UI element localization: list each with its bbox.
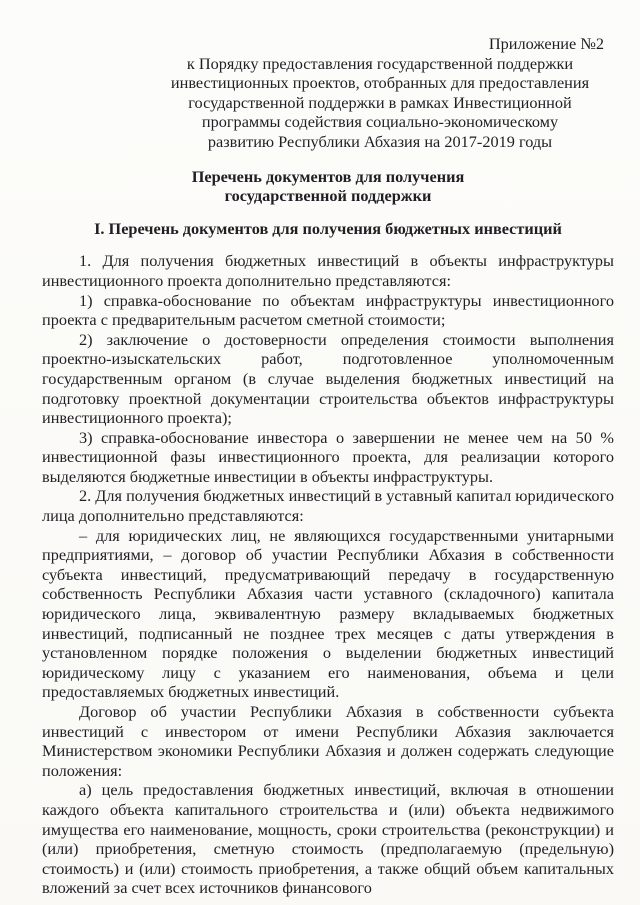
document-paragraph: 1. Для получения бюджетных инвестиций в объекты инфраструктуры инвестиционного проекта дополнительно представляются: [42,251,614,290]
document-paragraph: 2) заключение о достоверности определения стоимости выполнения проектно-изыскательских работ, подготовленное уполномоченным государственным органом (в случае выделения бюджетных инвестиций на подготовку проектной документации строительства объектов инфраструктуры инвестиционного проекта); [42,329,614,428]
document-paragraph: Договор об участии Республики Абхазия в собственности субъекта инвестиций с инвестором от имени Республики Абхазия заключается Министерством экономики Республики Абхазия и должен содержать следующие положения: [42,702,614,780]
document-paragraph: – для юридических лиц, не являющихся государственными унитарными предприятиями, – договор об участии Республики Абхазия в собственности субъекта инвестиций, предусматривающий передачу в государственную собственность Республики Абхазия части уставного (складочного) капитала юридического лица, эквивалентную размеру вкладываемых бюджетных инвестиций, подписанный не позднее трех месяцев с даты утверждения в установленном порядке положения о выделении бюджетных инвестиций юридическому лицу с указанием его наименования, объема и цели предоставляемых бюджетных инвестиций. [42,525,614,702]
document-paragraph: 2. Для получения бюджетных инвестиций в уставный капитал юридического лица дополнительно представляются: [42,486,614,526]
document-title [42,167,614,206]
appendix-reference-line: инвестиционных проектов, отобранных для предоставления [170,73,590,93]
document-paragraph: 1) справка-обоснование по объектам инфраструктуры инвестиционного проекта с предварительным расчетом сметной стоимости; [42,290,614,330]
appendix-reference-line: развитию Республики Абхазия на 2017-2019 годы [207,131,553,151]
section-heading: I. Перечень документов для получения бюджетных инвестиций [94,218,562,238]
appendix-number: Приложение №2 [488,34,604,53]
appendix-reference-line: к Порядку предоставления государственной поддержки [186,53,574,73]
document-paragraph: а) цель предоставления бюджетных инвестиций, включая в отношении каждого объекта капитального строительства и (или) объекта недвижимого имущества его наименование, мощность, сроки строительства (реконструкции) и (или) приобретения, сметную стоимость (предполагаемую (предельную) стоимость) и (или) стоимость приобретения, а также общий объем капитальных вложений за счет всех источников финансового [42,780,614,898]
appendix-reference-line: программы содействия социально-экономическому [201,112,559,132]
document-title-line: государственной поддержки [224,186,432,206]
document-paragraph: 3) справка-обоснование инвестора о завершении не менее чем на 50 % инвестиционной фазы инвестиционного проекта, для реализации которого выделяются бюджетные инвестиции в объекты инфраструктуры. [42,427,614,486]
appendix-reference-line: государственной поддержки в рамках Инвестиционной [188,92,572,112]
document-title-line: Перечень документов для получения [191,166,465,186]
appendix-reference [146,34,614,152]
